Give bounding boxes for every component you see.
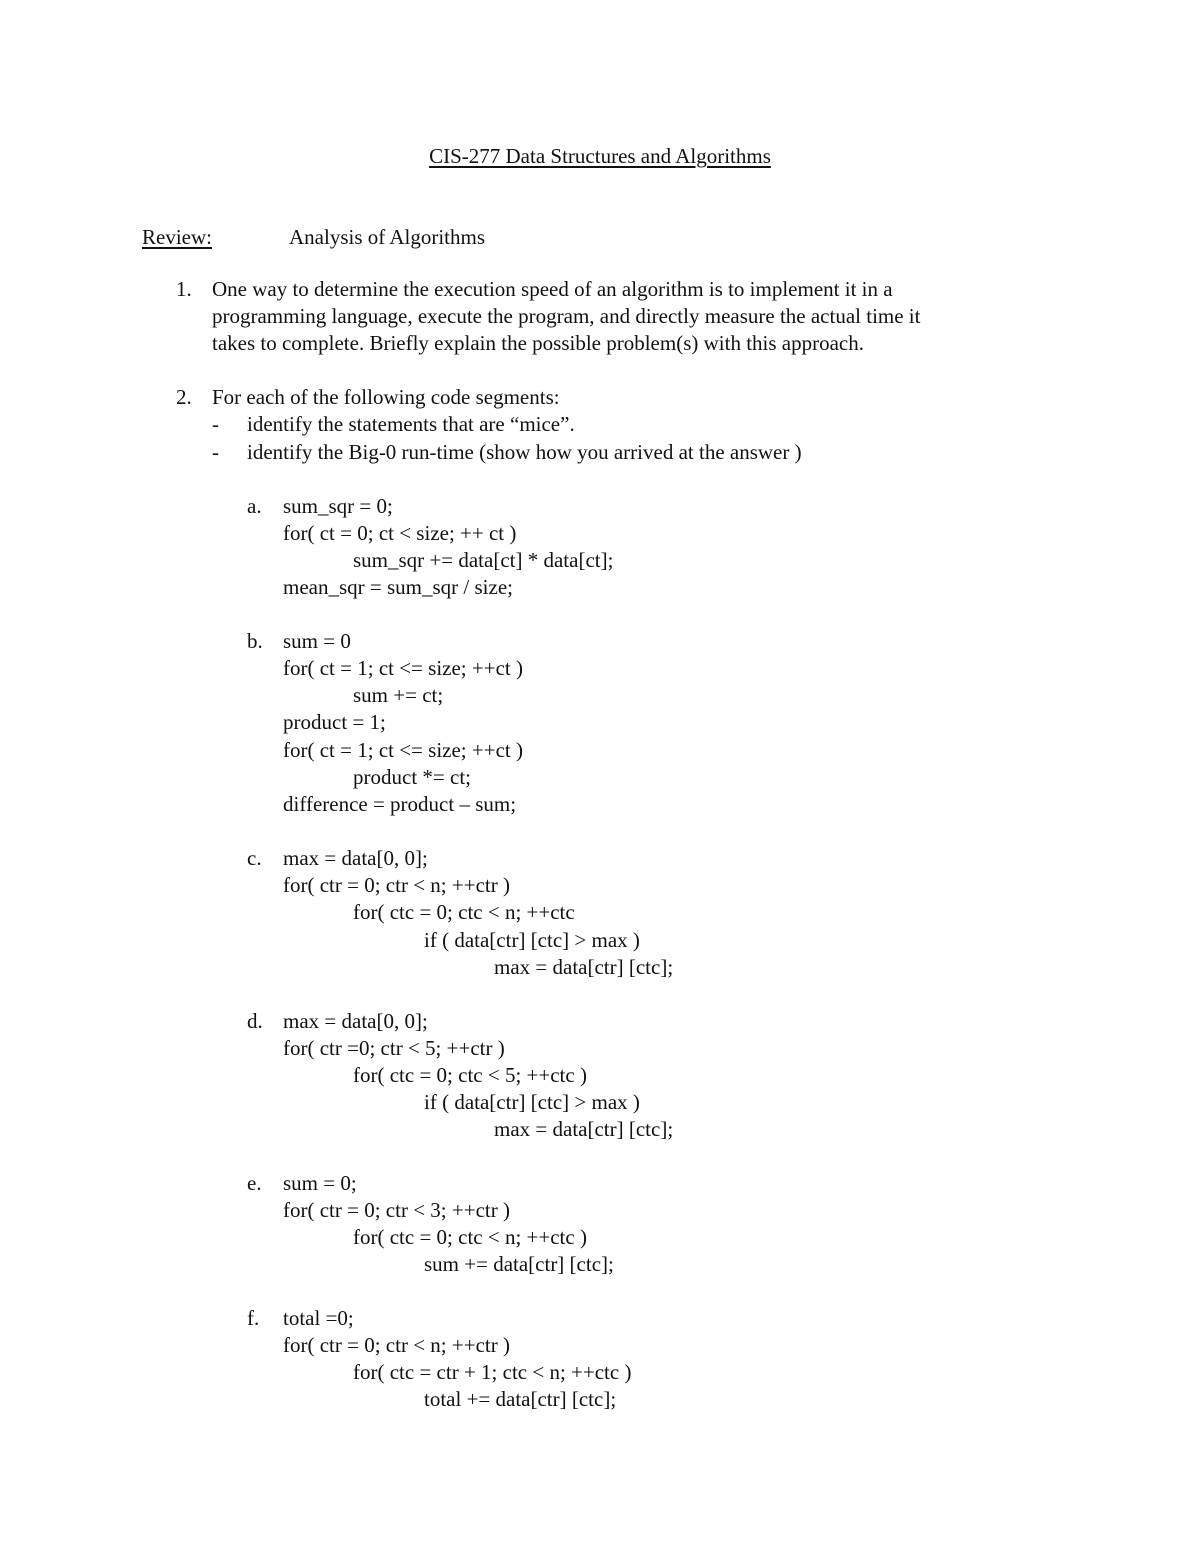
code-line: sum = 0; — [283, 1171, 357, 1195]
code-line: difference = product – sum; — [283, 792, 517, 816]
code-line: for( ct = 1; ct <= size; ++ct ) — [283, 738, 523, 762]
code-line: for( ctr = 0; ctr < n; ++ctr ) — [283, 873, 510, 897]
bullet-text: identify the Big-0 run-time (show how you arrived at the answer ) — [247, 440, 802, 464]
segment-d-letter: d. — [247, 1009, 263, 1033]
code-line: for( ctc = 0; ctc < n; ++ctc — [353, 900, 575, 924]
segment-b-letter: b. — [247, 629, 263, 653]
bullet-dash: - — [212, 440, 219, 464]
question-1-line: One way to determine the execution speed of an algorithm is to implement it in a — [212, 277, 893, 301]
code-line: product = 1; — [283, 710, 386, 734]
code-line: for( ctr = 0; ctr < 3; ++ctr ) — [283, 1198, 510, 1222]
code-line: total =0; — [283, 1306, 354, 1330]
code-line: if ( data[ctr] [ctc] > max ) — [424, 1090, 640, 1114]
page-title: CIS-277 Data Structures and Algorithms — [429, 144, 771, 168]
code-line: sum += ct; — [353, 683, 444, 707]
code-line: for( ctr =0; ctr < 5; ++ctr ) — [283, 1036, 505, 1060]
code-line: max = data[ctr] [ctc]; — [494, 955, 674, 979]
bullet-dash: - — [212, 412, 219, 436]
segment-a-letter: a. — [247, 494, 262, 518]
code-line: max = data[ctr] [ctc]; — [494, 1117, 674, 1141]
code-line: sum_sqr += data[ct] * data[ct]; — [353, 548, 614, 572]
code-line: sum += data[ctr] [ctc]; — [424, 1252, 614, 1276]
question-1-line: programming language, execute the program, and directly measure the actual time it — [212, 304, 921, 328]
question-1-line: takes to complete. Briefly explain the possible problem(s) with this approach. — [212, 331, 865, 355]
question-2-number: 2. — [176, 385, 192, 409]
code-line: for( ctr = 0; ctr < n; ++ctr ) — [283, 1333, 510, 1357]
code-line: max = data[0, 0]; — [283, 1009, 428, 1033]
code-line: for( ctc = ctr + 1; ctc < n; ++ctc ) — [353, 1360, 632, 1384]
bullet-text: identify the statements that are “mice”. — [247, 412, 575, 436]
code-line: if ( data[ctr] [ctc] > max ) — [424, 928, 640, 952]
segment-e-letter: e. — [247, 1171, 262, 1195]
question-1-number: 1. — [176, 277, 192, 301]
code-line: max = data[0, 0]; — [283, 846, 428, 870]
code-line: for( ct = 0; ct < size; ++ ct ) — [283, 521, 517, 545]
code-line: mean_sqr = sum_sqr / size; — [283, 575, 513, 599]
code-line: sum_sqr = 0; — [283, 494, 393, 518]
question-2-intro: For each of the following code segments: — [212, 385, 560, 409]
code-line: product *= ct; — [353, 765, 471, 789]
code-line: for( ctc = 0; ctc < n; ++ctc ) — [353, 1225, 587, 1249]
code-line: total += data[ctr] [ctc]; — [424, 1387, 617, 1411]
segment-f-letter: f. — [247, 1306, 260, 1330]
code-line: for( ct = 1; ct <= size; ++ct ) — [283, 656, 523, 680]
review-label: Review: — [142, 225, 212, 249]
code-line: for( ctc = 0; ctc < 5; ++ctc ) — [353, 1063, 587, 1087]
code-line: sum = 0 — [283, 629, 351, 653]
review-topic: Analysis of Algorithms — [289, 225, 486, 249]
segment-c-letter: c. — [247, 846, 262, 870]
